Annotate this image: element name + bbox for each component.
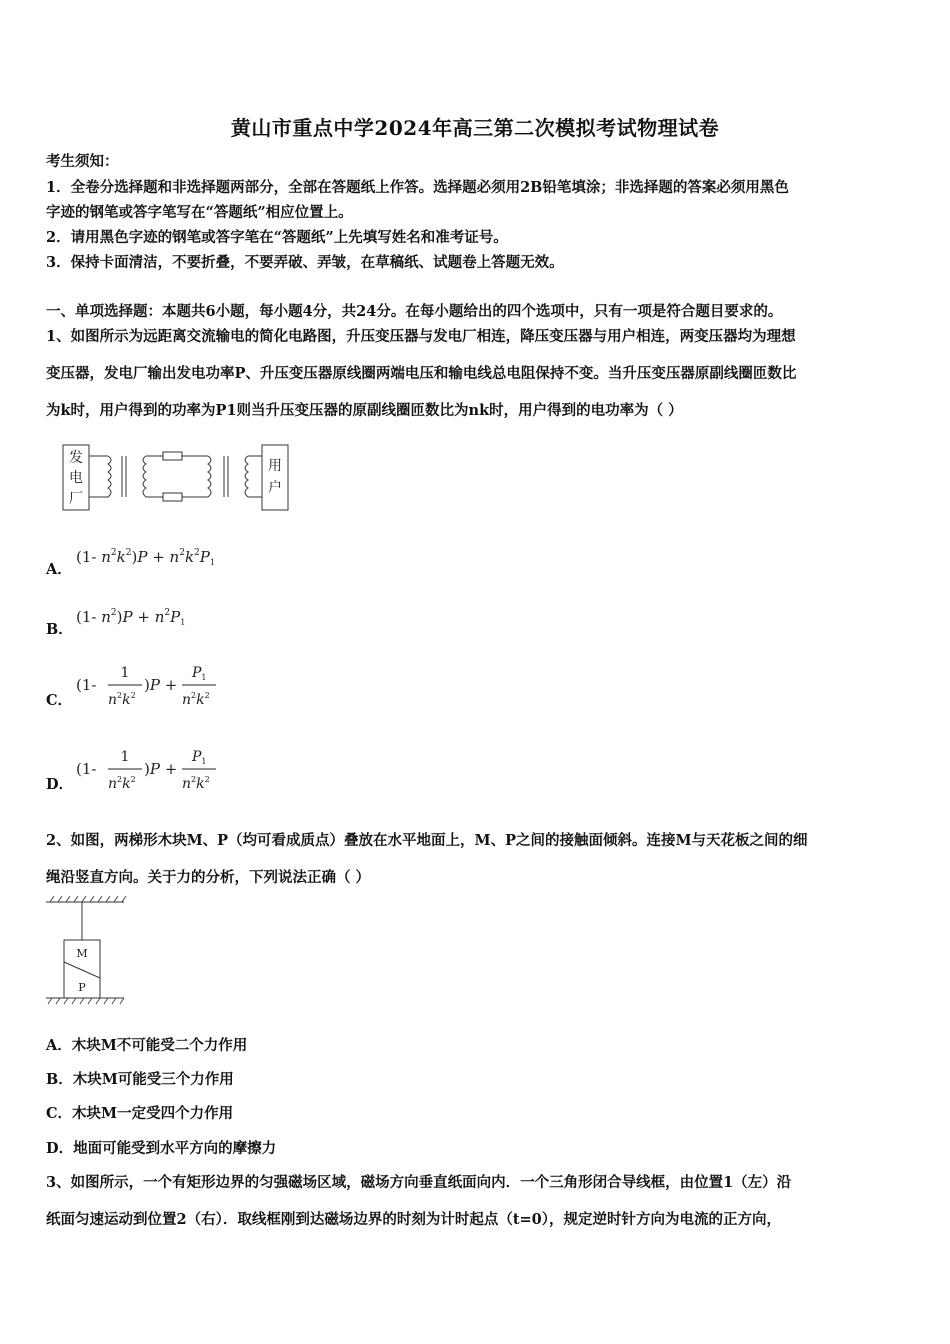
notice-item-3: 3．保持卡面清洁，不要折叠，不要弄破、弄皱，在草稿纸、试题卷上答题无效。 [46, 254, 564, 271]
q2-option-a[interactable]: A．木块M不可能受二个力作用 [46, 1037, 248, 1054]
step-up-primary-coil [108, 456, 111, 497]
fig-label-chang: 厂 [69, 491, 83, 507]
svg-text:n2k2: $n^2k^2$ [182, 775, 210, 792]
q2-line-2: 绳沿竖直方向。关于力的分析，下列说法正确（ ） [46, 869, 371, 886]
q1-line-1: 1、如图所示为远距离交流输电的简化电路图，升压变压器与发电厂相连，降压变压器与用户相连，两变压器均为理想 [46, 328, 796, 345]
section-heading: 一、单项选择题：本题共6小题，每小题4分，共24分。在每小题给出的四个选项中，只有一项是符合题目要求的。 [46, 303, 783, 320]
svg-text:)P +: )P + [144, 760, 178, 778]
q1-line-3: 为k时，用户得到的功率为P1则当升压变压器的原副线圈匝数比为nk时，用户得到的电功率为（ ） [46, 402, 683, 419]
line-resistor-bottom [163, 493, 182, 501]
svg-text:P1: $P_1$ [192, 665, 207, 682]
notice-item-1-cont: 字迹的钢笔或答字笔写在“答题纸”相应位置上。 [46, 204, 353, 221]
svg-text:(1- n2)P + n2P1: (1- $n^2)P + n^2P_1$ [76, 608, 186, 627]
fig-label-hu: 户 [268, 480, 282, 496]
q2-option-d[interactable]: D．地面可能受到水平方向的摩擦力 [46, 1140, 277, 1157]
q2-option-b[interactable]: B．木块M可能受三个力作用 [46, 1071, 234, 1088]
q1-circuit-figure [60, 442, 292, 514]
svg-text:1: 1 [120, 665, 130, 681]
fig-label-yong: 用 [268, 458, 282, 474]
label-p: P [78, 981, 86, 994]
exam-title: 黄山市重点中学2024年高三第二次模拟考试物理试卷 [230, 116, 720, 140]
line-resistor-top [163, 452, 182, 460]
notice-heading: 考生须知： [46, 153, 119, 170]
incline-surface [64, 962, 100, 978]
step-down-secondary-coil [245, 456, 248, 497]
q2-line-1: 2、如图，两梯形木块M、P（均可看成质点）叠放在水平地面上，M、P之间的接触面倾斜。连接M与天花板之间的细 [46, 832, 808, 849]
q1-line-2: 变压器，发电厂输出发电功率P、升压变压器原线圈两端电压和输电线总电阻保持不变。当升压变压器原副线圈匝数比 [46, 365, 797, 382]
q1-option-b-formula [76, 600, 216, 634]
svg-text:n2k2: $n^2k^2$ [108, 775, 136, 792]
svg-text:n2k2: $n^2k^2$ [182, 691, 210, 708]
notice-item-1: 1．全卷分选择题和非选择题两部分，全部在答题纸上作答。选择题必须用2B铅笔填涂；非选择题的答案必须用黑色 [46, 179, 789, 196]
fig-label-dian: 电 [69, 470, 83, 486]
q1-option-d-formula [76, 744, 236, 796]
q2-block-figure [44, 894, 128, 1010]
svg-text:(1-: (1- [76, 760, 97, 778]
q1-option-d-label[interactable]: D． [46, 776, 74, 793]
q1-option-c-label[interactable]: C． [46, 692, 73, 709]
svg-text:n2k2: $n^2k^2$ [108, 691, 136, 708]
svg-text:P1: $P_1$ [192, 749, 207, 766]
label-m: M [76, 947, 88, 960]
q1-option-c-formula [76, 660, 236, 712]
q3-line-2: 纸面匀速运动到位置2（右）．取线框刚到达磁场边界的时刻为计时起点（t=0），规定逆时针方向为电流的正方向， [46, 1211, 782, 1228]
q1-option-a-label[interactable]: A． [46, 561, 72, 578]
step-up-secondary-coil [143, 456, 146, 497]
q1-option-b-label[interactable]: B． [46, 621, 73, 638]
user-box [262, 445, 288, 510]
fig-label-fa: 发 [69, 450, 83, 466]
q2-option-c[interactable]: C．木块M一定受四个力作用 [46, 1105, 234, 1122]
svg-text:(1- n2k2)P + n2k2P1: (1- $n^2k^2)P + n^2k^2P_1$ [76, 548, 215, 567]
q3-line-1: 3、如图所示，一个有矩形边界的匀强磁场区域，磁场方向垂直纸面向内．一个三角形闭合导线框，由位置1（左）沿 [46, 1174, 792, 1191]
svg-text:)P +: )P + [144, 676, 178, 694]
svg-text:1: 1 [120, 749, 130, 765]
step-down-primary-coil [208, 456, 211, 497]
notice-item-2: 2．请用黑色字迹的钢笔或答字笔在“答题纸”上先填写姓名和准考证号。 [46, 229, 508, 246]
q1-option-a-formula [76, 540, 256, 574]
svg-text:(1-: (1- [76, 676, 97, 694]
